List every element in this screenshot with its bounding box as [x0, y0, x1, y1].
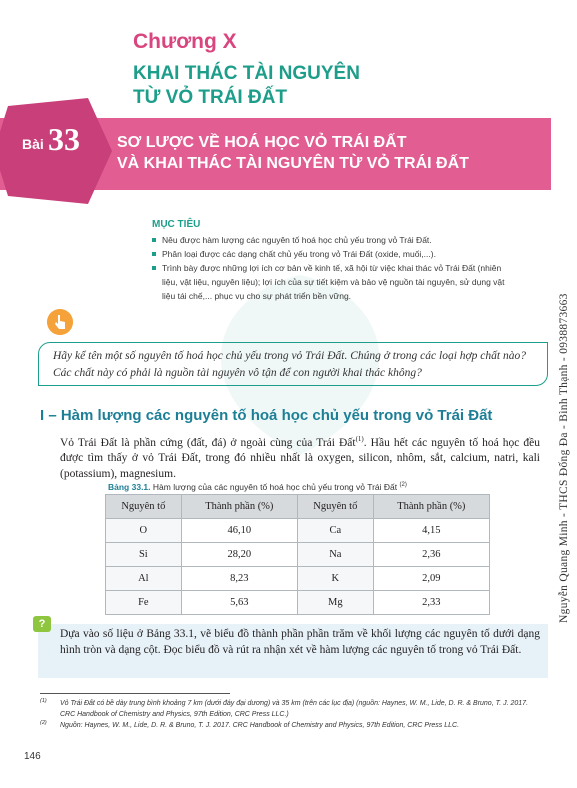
objective-item: Phân loại được các dạng chất chủ yếu trong vỏ Trái Đất (oxide, muối,...). — [152, 247, 512, 261]
table-cell: Mg — [297, 591, 373, 615]
lesson-number: 33 — [48, 121, 80, 157]
table-header-row — [106, 495, 490, 519]
table-cell: Na — [297, 543, 373, 567]
table-header-cell: Nguyên tố — [297, 495, 373, 519]
section-paragraph — [60, 432, 540, 482]
table-cell: Al — [106, 567, 182, 591]
footnote-mark: (1) — [40, 698, 47, 704]
objectives-heading: MỤC TIÊU — [152, 219, 201, 230]
table-caption — [108, 482, 407, 492]
lesson-title-line-1: SƠ LƯỢC VỀ HOÁ HỌC VỎ TRÁI ĐẤT — [117, 134, 407, 151]
table-cell: 5,63 — [181, 591, 297, 615]
table-cell: K — [297, 567, 373, 591]
objective-item: Trình bày được những lợi ích cơ bản về kinh tế, xã hội từ việc khai thác vỏ Trái Đất (nhiên liệu, vật liệu, nguyên liệu); lợi ích của sự tiết kiệm và bảo vệ nguồn tài nguyên, sử dụng vật liệu tái chế,... phục vụ cho sự phát triển bền vững. — [152, 261, 512, 303]
footnotes — [40, 698, 540, 731]
footnote-text: Nguồn: Haynes, W. M., Lide, D. R. & Bruno, T. J. 2017. CRC Handbook of Chemistry and Physics, 97th Edition, CRC Press LLC. — [60, 722, 460, 729]
table-cell: 2,33 — [373, 591, 489, 615]
table-cell: 4,15 — [373, 519, 489, 543]
table-cell: Fe — [106, 591, 182, 615]
footnote-ref-1: (1) — [355, 435, 364, 443]
lesson-title-line-2: VÀ KHAI THÁC TÀI NGUYÊN TỪ VỎ TRÁI ĐẤT — [117, 155, 469, 172]
table-cell: Ca — [297, 519, 373, 543]
paragraph-text-part-2: . Hầu hết các nguyên tố hoá học đều được tìm thấy ở vỏ Trái Đất, trong đó nhiều nhất là oxygen, silicon, nhôm, sắt, calcium, natri, kali (potassium), magnesium. — [60, 436, 541, 480]
chapter-label: Chương X — [133, 30, 237, 53]
objectives-list — [152, 233, 512, 303]
lesson-word: Bài — [22, 136, 44, 152]
table-cell: Si — [106, 543, 182, 567]
table-caption-label: Bảng 33.1. — [108, 482, 151, 492]
intro-question-box: Hãy kể tên một số nguyên tố hoá học chủ yếu trong vỏ Trái Đất. Chúng ở trong các loại hợp chất nào? Các chất này có phải là nguồn tài nguyên vô tận để con người khai thác không? — [38, 342, 548, 386]
table-cell: O — [106, 519, 182, 543]
footnote-item — [40, 698, 540, 720]
footnote-item — [40, 720, 540, 731]
table-cell: 2,09 — [373, 567, 489, 591]
lesson-title — [117, 132, 469, 174]
question-icon: ? — [33, 616, 51, 632]
chapter-title — [133, 62, 360, 110]
table-row — [106, 591, 490, 615]
objective-item: Nêu được hàm lượng các nguyên tố hoá học chủ yếu trong vỏ Trái Đất. — [152, 233, 512, 247]
table-cell: 46,10 — [181, 519, 297, 543]
footnote-divider — [40, 693, 230, 694]
paragraph-text-part-1: Vỏ Trái Đất là phần cứng (đất, đá) ở ngoài cùng của Trái Đất — [60, 436, 356, 449]
table-cell: 8,23 — [181, 567, 297, 591]
page-number: 146 — [24, 751, 41, 762]
table-header-cell: Nguyên tố — [106, 495, 182, 519]
table-row — [106, 543, 490, 567]
chapter-title-line-2: TỪ VỎ TRÁI ĐẤT — [133, 87, 288, 108]
table-caption-text: Hàm lượng của các nguyên tố hoá học chủ yếu trong vỏ Trái Đất — [152, 482, 398, 492]
table-header-cell: Thành phần (%) — [373, 495, 489, 519]
table-row — [106, 519, 490, 543]
table-cell: 2,36 — [373, 543, 489, 567]
side-watermark-label: Nguyễn Quang Minh - THCS Đống Đa - Bình Thạnh - 0938873663 — [558, 293, 570, 623]
element-composition-table — [105, 494, 490, 615]
footnote-ref-2: (2) — [399, 482, 407, 489]
task-box: Dựa vào số liệu ở Bảng 33.1, vẽ biểu đồ thành phần phần trăm về khối lượng các nguyên tố dưới dạng hình tròn và dạng cột. Đọc biểu đồ và rút ra nhận xét về hàm lượng các nguyên tố trong vỏ Trái Đất. — [38, 624, 548, 678]
footnote-mark: (2) — [40, 720, 47, 726]
table-cell: 28,20 — [181, 543, 297, 567]
table-header-cell: Thành phần (%) — [181, 495, 297, 519]
chapter-title-line-1: KHAI THÁC TÀI NGUYÊN — [133, 63, 360, 84]
hand-pointer-icon — [47, 309, 73, 335]
table-row — [106, 567, 490, 591]
footnote-text: Vỏ Trái Đất có bề dày trung bình khoảng 7 km (dưới đáy đại dương) và 35 km (trên các lục địa) (nguồn: Haynes, W. M., Lide, D. R. & Bruno, T. J. 2017. CRC Handbook of Chemistry and Physics, 97th Edition, CRC Press LLC.) — [60, 700, 529, 718]
side-watermark-text — [555, 153, 575, 623]
section-title: I – Hàm lượng các nguyên tố hoá học chủ yếu trong vỏ Trái Đất — [40, 407, 493, 424]
